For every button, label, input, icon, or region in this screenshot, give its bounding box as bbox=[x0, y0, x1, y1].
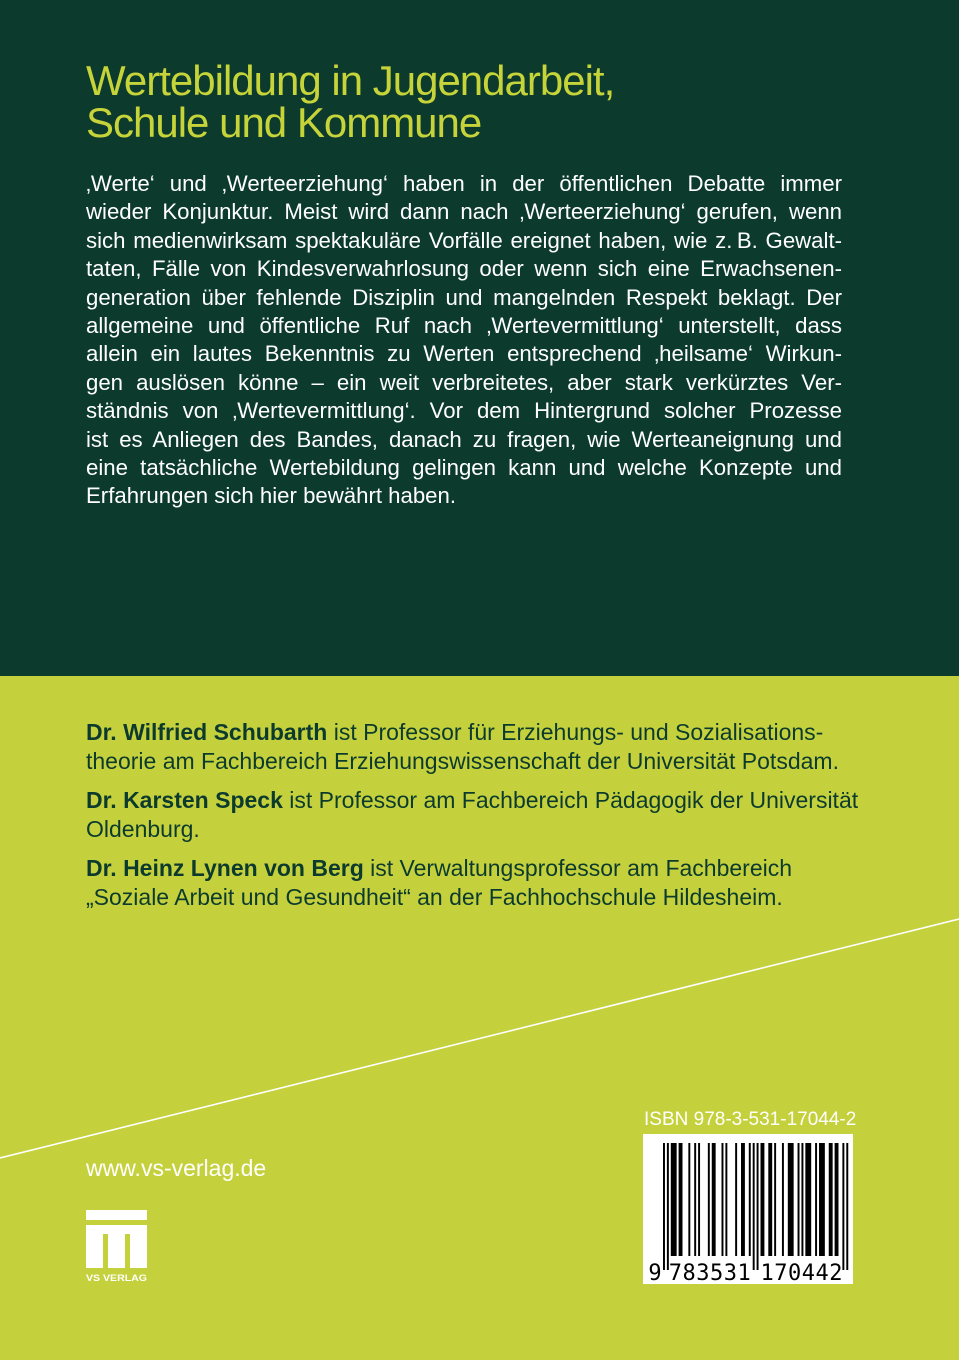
barcode-bar bbox=[798, 1143, 800, 1256]
barcode-bar bbox=[712, 1143, 716, 1256]
author-bio bbox=[86, 854, 858, 912]
barcode-bar bbox=[815, 1143, 817, 1256]
barcode-bar bbox=[819, 1143, 825, 1256]
author-name: Dr. Karsten Speck bbox=[86, 787, 283, 813]
barcode-bar bbox=[768, 1143, 772, 1256]
isbn-label: ISBN 978-3-531-17044-2 bbox=[644, 1109, 857, 1130]
barcode-bar bbox=[694, 1143, 696, 1256]
barcode-bar bbox=[835, 1143, 839, 1256]
barcode-bar bbox=[782, 1143, 784, 1256]
barcode-bar bbox=[663, 1143, 665, 1270]
blurb-line: allein ein lautes Bekenntnis zu Werten entsprechend ‚heilsame‘ Wirkun- bbox=[86, 341, 842, 367]
barcode-bar bbox=[671, 1143, 677, 1256]
author-description-continued: theorie am Fachbereich Erziehungswissenschaft der Universität Potsdam. bbox=[86, 748, 839, 774]
barcode-bar bbox=[749, 1143, 751, 1256]
barcode-bar bbox=[801, 1143, 803, 1256]
barcode-bar bbox=[698, 1143, 700, 1256]
book-title bbox=[86, 57, 615, 146]
barcode-bar bbox=[846, 1143, 848, 1270]
barcode-bar bbox=[667, 1143, 669, 1270]
blurb-line: allgemeine und öffentliche Ruf nach ‚Wertevermittlung‘ unterstellt, dass bbox=[86, 313, 842, 339]
author-bio-line bbox=[86, 786, 858, 815]
barcode-bar bbox=[842, 1143, 844, 1270]
barcode-bar bbox=[761, 1143, 765, 1256]
barcode-bar bbox=[774, 1143, 776, 1256]
author-bio bbox=[86, 786, 858, 844]
logo-top-bar bbox=[86, 1210, 147, 1220]
barcode-bar bbox=[679, 1143, 683, 1256]
author-description: ist Professor für Erziehungs- und Sozialisations- bbox=[333, 719, 824, 745]
vs-verlag-logo-icon bbox=[86, 1208, 148, 1284]
logo-column bbox=[86, 1234, 103, 1268]
barcode-right-digits: 170442 bbox=[760, 1261, 843, 1284]
author-bio bbox=[86, 718, 858, 776]
author-description: ist Verwaltungsprofessor am Fachbereich bbox=[370, 855, 793, 881]
barcode-bar bbox=[722, 1143, 724, 1256]
blurb-line: taten, Fälle von Kindesverwahrlosung oder wenn sich eine Erwachsenen- bbox=[86, 256, 842, 282]
publisher-website: www.vs-verlag.de bbox=[86, 1155, 267, 1181]
book-blurb bbox=[86, 170, 842, 511]
barcode-bar bbox=[788, 1143, 794, 1256]
author-description-continued: Oldenburg. bbox=[86, 816, 200, 842]
blurb-line: Erfahrungen sich hier bewährt haben. bbox=[86, 483, 457, 509]
barcode-bar bbox=[753, 1143, 755, 1270]
barcode-first-digit: 9 bbox=[648, 1261, 662, 1284]
author-description-continued: „Soziale Arbeit und Gesundheit“ an der Fachhochschule Hildesheim. bbox=[86, 884, 783, 910]
author-description: ist Professor am Fachbereich Pädagogik der Universität bbox=[289, 787, 859, 813]
author-name: Dr. Wilfried Schubarth bbox=[86, 719, 328, 745]
barcode-bar bbox=[688, 1143, 690, 1256]
barcode-bar bbox=[741, 1143, 745, 1256]
blurb-line: generation über fehlende Disziplin und mangelnden Respekt beklagt. Der bbox=[86, 284, 842, 310]
author-bio-line bbox=[86, 718, 858, 747]
barcode-bar bbox=[757, 1143, 759, 1270]
logo-column bbox=[108, 1234, 125, 1268]
barcode-left-digits: 783531 bbox=[668, 1261, 751, 1284]
blurb-line: sich medienwirksam spektakuläre Vorfälle ereignet haben, wie z. B. Gewalt- bbox=[86, 227, 842, 253]
logo-band bbox=[86, 1225, 147, 1234]
logo-text: VS VERLAG bbox=[86, 1273, 147, 1283]
barcode-bar bbox=[735, 1143, 737, 1256]
barcode-bar bbox=[829, 1143, 833, 1256]
barcode-bar bbox=[805, 1143, 811, 1256]
blurb-line: ist es Anliegen des Bandes, danach zu fragen, wie Werteaneignung und bbox=[86, 426, 842, 452]
barcode-bar bbox=[725, 1143, 727, 1256]
blurb-line: ‚Werte‘ und ‚Werteerziehung‘ haben in der öffentlichen Debatte immer bbox=[86, 171, 842, 196]
blurb-line: gen auslösen könne – ein weit verbreitetes, aber stark verkürztes Ver- bbox=[86, 369, 842, 395]
barcode-bar bbox=[708, 1143, 710, 1256]
logo-column bbox=[130, 1234, 147, 1268]
isbn-barcode bbox=[643, 1134, 853, 1284]
blurb-line: ständnis von ‚Wertevermittlung‘. Vor dem Hintergrund solcher Prozesse bbox=[86, 398, 842, 424]
blurb-line: wieder Konjunktur. Meist wird dann nach ‚Werteerziehung‘ gerufen, wenn bbox=[86, 199, 842, 225]
blurb-line: eine tatsächliche Wertebildung gelingen kann und welche Konzepte und bbox=[86, 455, 842, 481]
author-bio-line bbox=[86, 854, 858, 883]
book-title-line: Wertebildung in Jugendarbeit, bbox=[86, 57, 615, 104]
author-name: Dr. Heinz Lynen von Berg bbox=[86, 855, 364, 881]
book-title-line: Schule und Kommune bbox=[86, 99, 482, 146]
author-bios bbox=[86, 718, 858, 922]
